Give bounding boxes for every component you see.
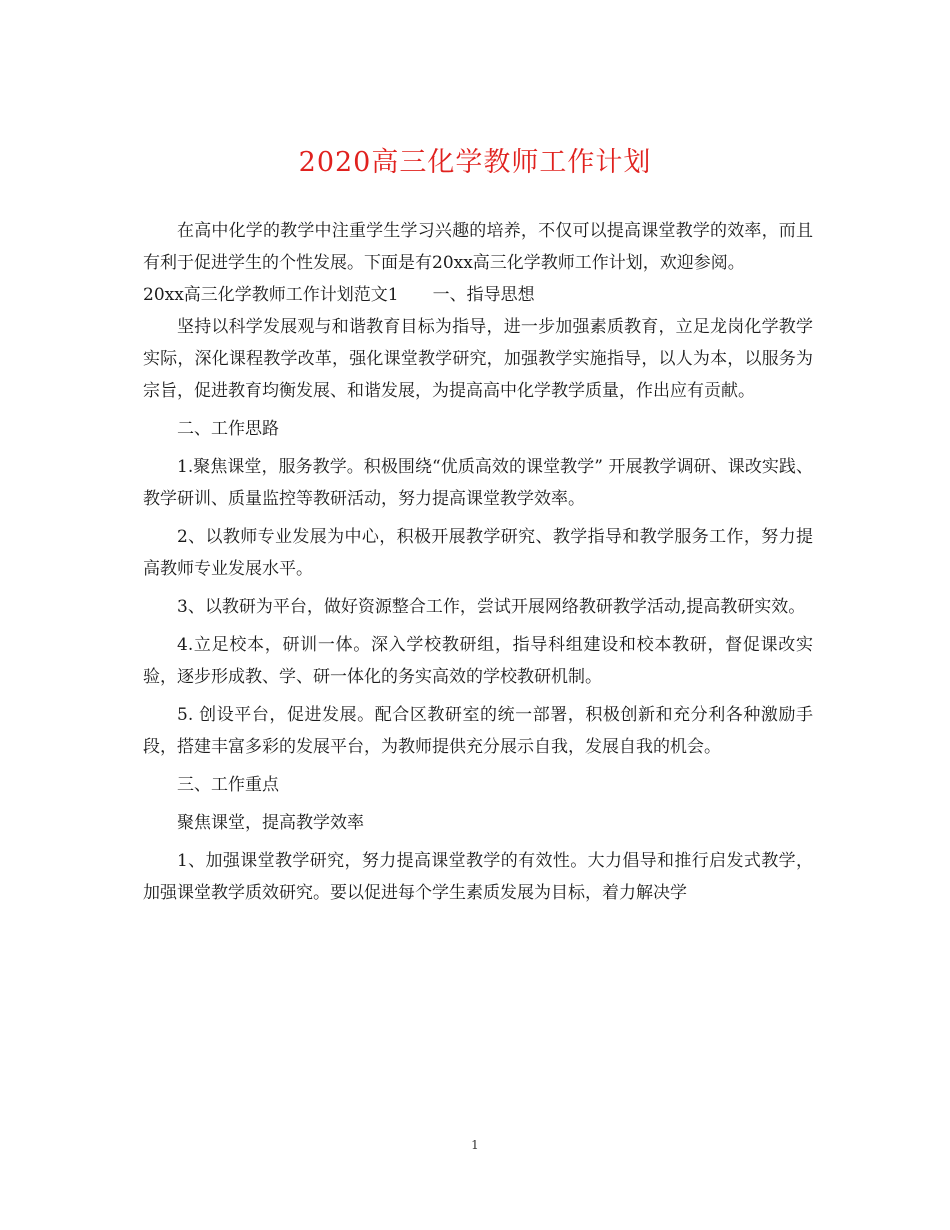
intro-paragraph: 在高中化学的教学中注重学生学习兴趣的培养，不仅可以提高课堂教学的效率，而且有利于促进学生的个性发展。下面是有20xx高三化学教师工作计划，欢迎参阅。 <box>143 221 813 273</box>
work-idea-item-5: 5. 创设平台，促进发展。配合区教研室的统一部署，积极创新和充分利各种激励手段，搭建丰富多彩的发展平台，为教师提供充分展示自我，发展自我的机会。 <box>143 705 813 757</box>
work-idea-item-2: 2、以教师专业发展为中心，积极开展教学研究、教学指导和教学服务工作，努力提高教师专业发展水平。 <box>143 527 813 579</box>
section-heading-guiding-ideology: 20xx高三化学教师工作计划范文1 一、指导思想 <box>143 285 535 305</box>
work-idea-item-1: 1.聚焦课堂，服务教学。积极围绕“优质高效的课堂教学” 开展教学调研、课改实践、教学研训、质量监控等教研活动，努力提高课堂教学效率。 <box>143 457 813 509</box>
work-focus-item-1: 1、加强课堂教学研究，努力提高课堂教学的有效性。大力倡导和推行启发式教学，加强课堂教学质效研究。要以促进每个学生素质发展为目标，着力解决学 <box>143 851 813 903</box>
section-heading-work-ideas: 二、工作思路 <box>177 419 279 439</box>
section-heading-work-focus: 三、工作重点 <box>177 775 279 795</box>
page-number: 1 <box>471 1138 479 1152</box>
work-idea-item-4: 4.立足校本，研训一体。深入学校教研组，指导科组建设和校本教研，督促课改实验，逐步形成教、学、研一体化的务实高效的学校教研机制。 <box>143 635 813 687</box>
paragraph-guiding-ideology: 坚持以科学发展观与和谐教育目标为指导，进一步加强素质教育，立足龙岗化学教学实际，深化课程教学改革，强化课堂教学研究，加强教学实施指导，以人为本，以服务为宗旨，促进教育均衡发展、和谐发展，为提高高中化学教学质量，作出应有贡献。 <box>143 317 813 401</box>
document-title: 2020高三化学教师工作计划 <box>298 147 652 178</box>
document-body <box>143 215 813 909</box>
subheading-focus-classroom: 聚焦课堂，提高教学效率 <box>177 813 364 833</box>
work-idea-item-3: 3、以教研为平台，做好资源整合工作，尝试开展网络教研教学活动,提高教研实效。 <box>177 597 806 617</box>
